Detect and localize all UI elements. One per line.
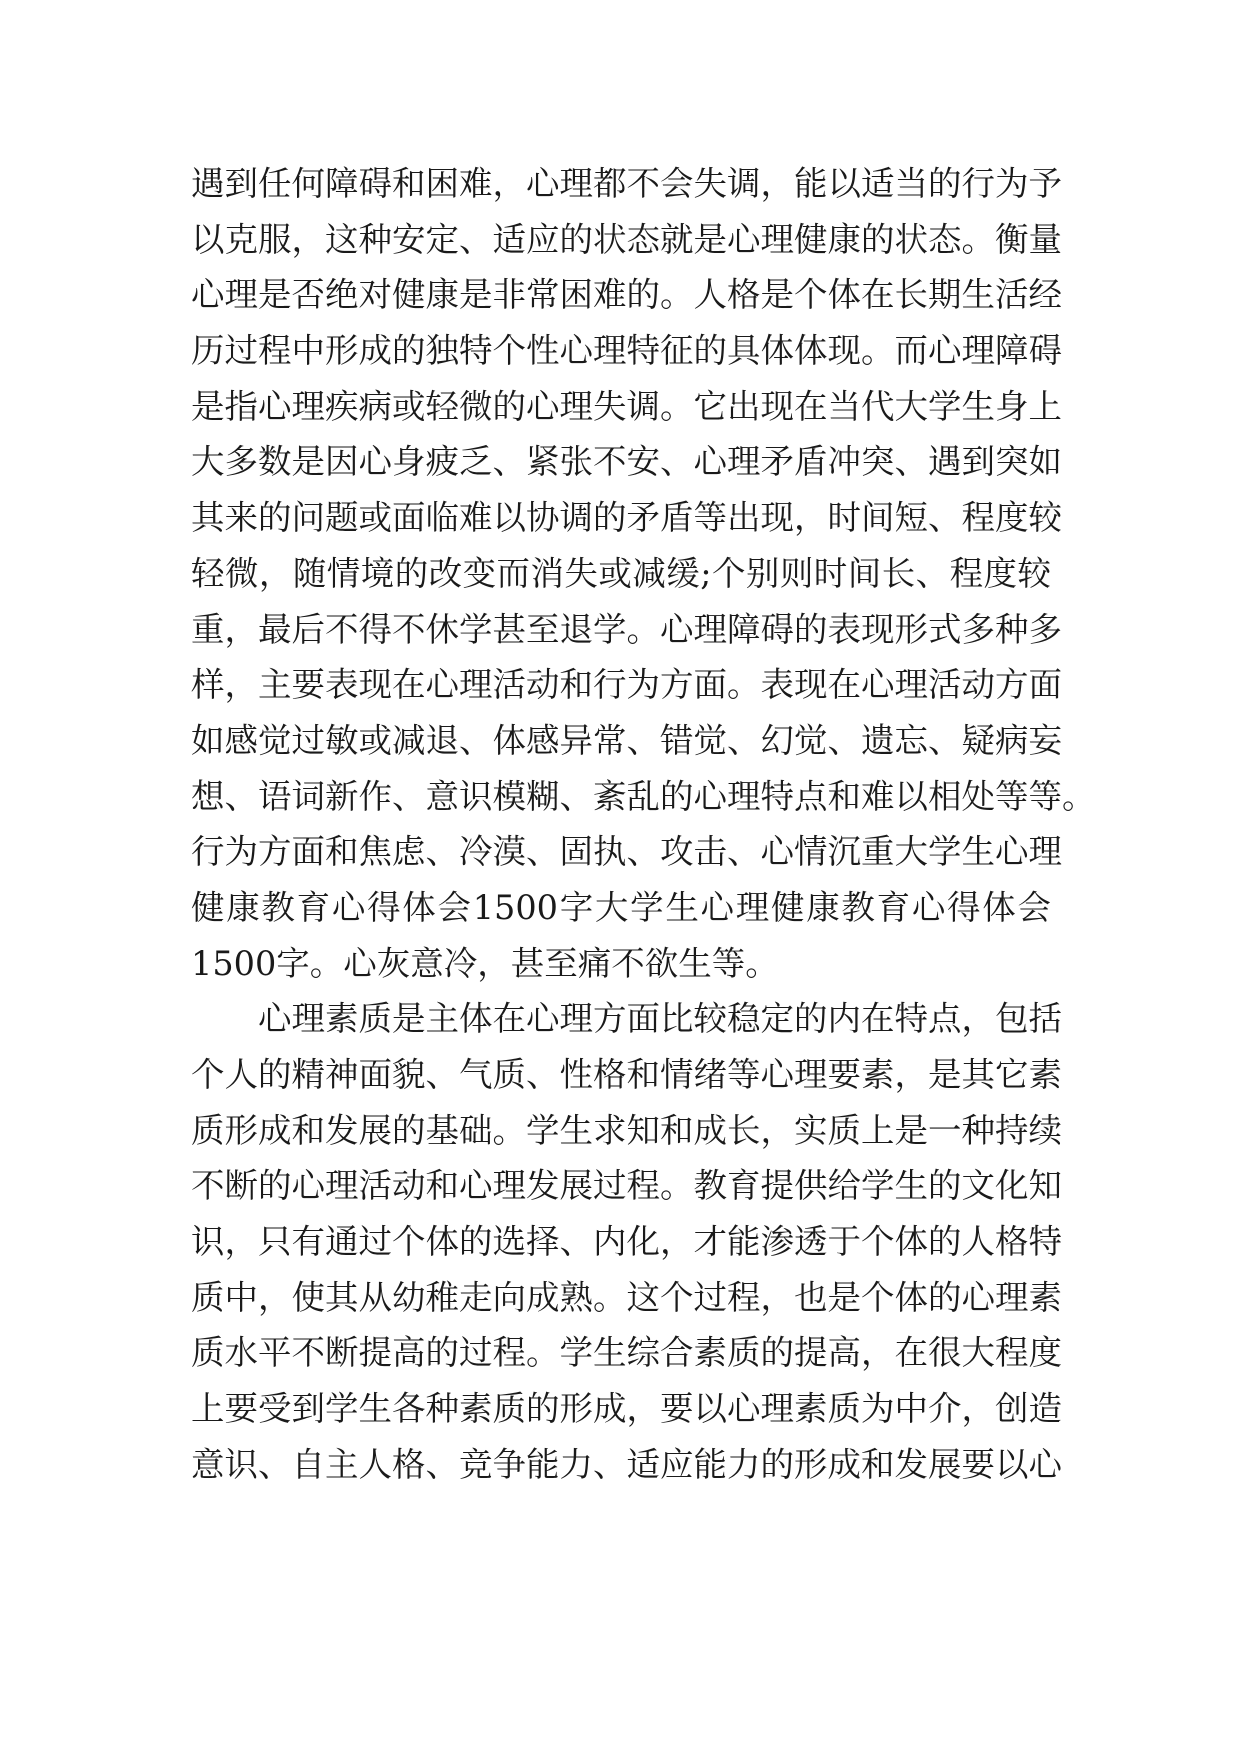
paragraph-1: [191, 156, 1096, 991]
text-line: 其来的问题或面临难以协调的矛盾等出现，时间短、程度较: [191, 498, 1062, 538]
text-line: 1500字。心灰意冷，甚至痛不欲生等。: [191, 943, 779, 983]
text-line: 个人的精神面貌、气质、性格和情绪等心理要素，是其它素: [191, 1055, 1062, 1094]
text-line: 如感觉过敏或减退、体感异常、错觉、幻觉、遗忘、疑病妄: [191, 720, 1062, 760]
text-line: 想、语词新作、意识模糊、紊乱的心理特点和难以相处等等。: [191, 776, 1096, 816]
text-line: 是指心理疾病或轻微的心理失调。它出现在当代大学生身上: [191, 386, 1062, 426]
text-line: 样，主要表现在心理活动和行为方面。表现在心理活动方面: [191, 665, 1062, 705]
document-body: [191, 156, 1096, 1493]
text-line: 历过程中形成的独特个性心理特征的具体体现。而心理障碍: [191, 331, 1062, 371]
text-line: 识，只有通过个体的选择、内化，才能渗透于个体的人格特: [191, 1222, 1062, 1262]
text-line: 轻微，随情境的改变而消失或减缓;个别则时间长、程度较: [191, 553, 1051, 593]
text-line: 质中，使其从幼稚走向成熟。这个过程，也是个体的心理素: [191, 1277, 1062, 1317]
text-line: 行为方面和焦虑、冷漠、固执、攻击、心情沉重大学生心理: [191, 832, 1062, 872]
text-line: 质形成和发展的基础。学生求知和成长，实质上是一种持续: [191, 1110, 1062, 1150]
text-line: 遇到任何障碍和困难，心理都不会失调，能以适当的行为予: [191, 164, 1062, 203]
text-line: 重，最后不得不休学甚至退学。心理障碍的表现形式多种多: [191, 609, 1062, 649]
text-line: 质水平不断提高的过程。学生综合素质的提高，在很大程度: [191, 1333, 1062, 1373]
text-line: 意识、自主人格、竞争能力、适应能力的形成和发展要以心: [191, 1444, 1062, 1484]
text-line: 健康教育心得体会1500字大学生心理健康教育心得体会: [191, 887, 1051, 927]
text-line: 上要受到学生各种素质的形成，要以心理素质为中介，创造: [191, 1389, 1062, 1429]
text-line: 大多数是因心身疲乏、紧张不安、心理矛盾冲突、遇到突如: [191, 442, 1062, 482]
text-line: 心理素质是主体在心理方面比较稳定的内在特点，包括: [258, 999, 1062, 1039]
text-line: 不断的心理活动和心理发展过程。教育提供给学生的文化知: [191, 1166, 1062, 1206]
text-line: 以克服，这种安定、适应的状态就是心理健康的状态。衡量: [191, 219, 1062, 259]
paragraph-2: [191, 991, 1062, 1492]
text-line: 心理是否绝对健康是非常困难的。人格是个体在长期生活经: [191, 275, 1062, 315]
